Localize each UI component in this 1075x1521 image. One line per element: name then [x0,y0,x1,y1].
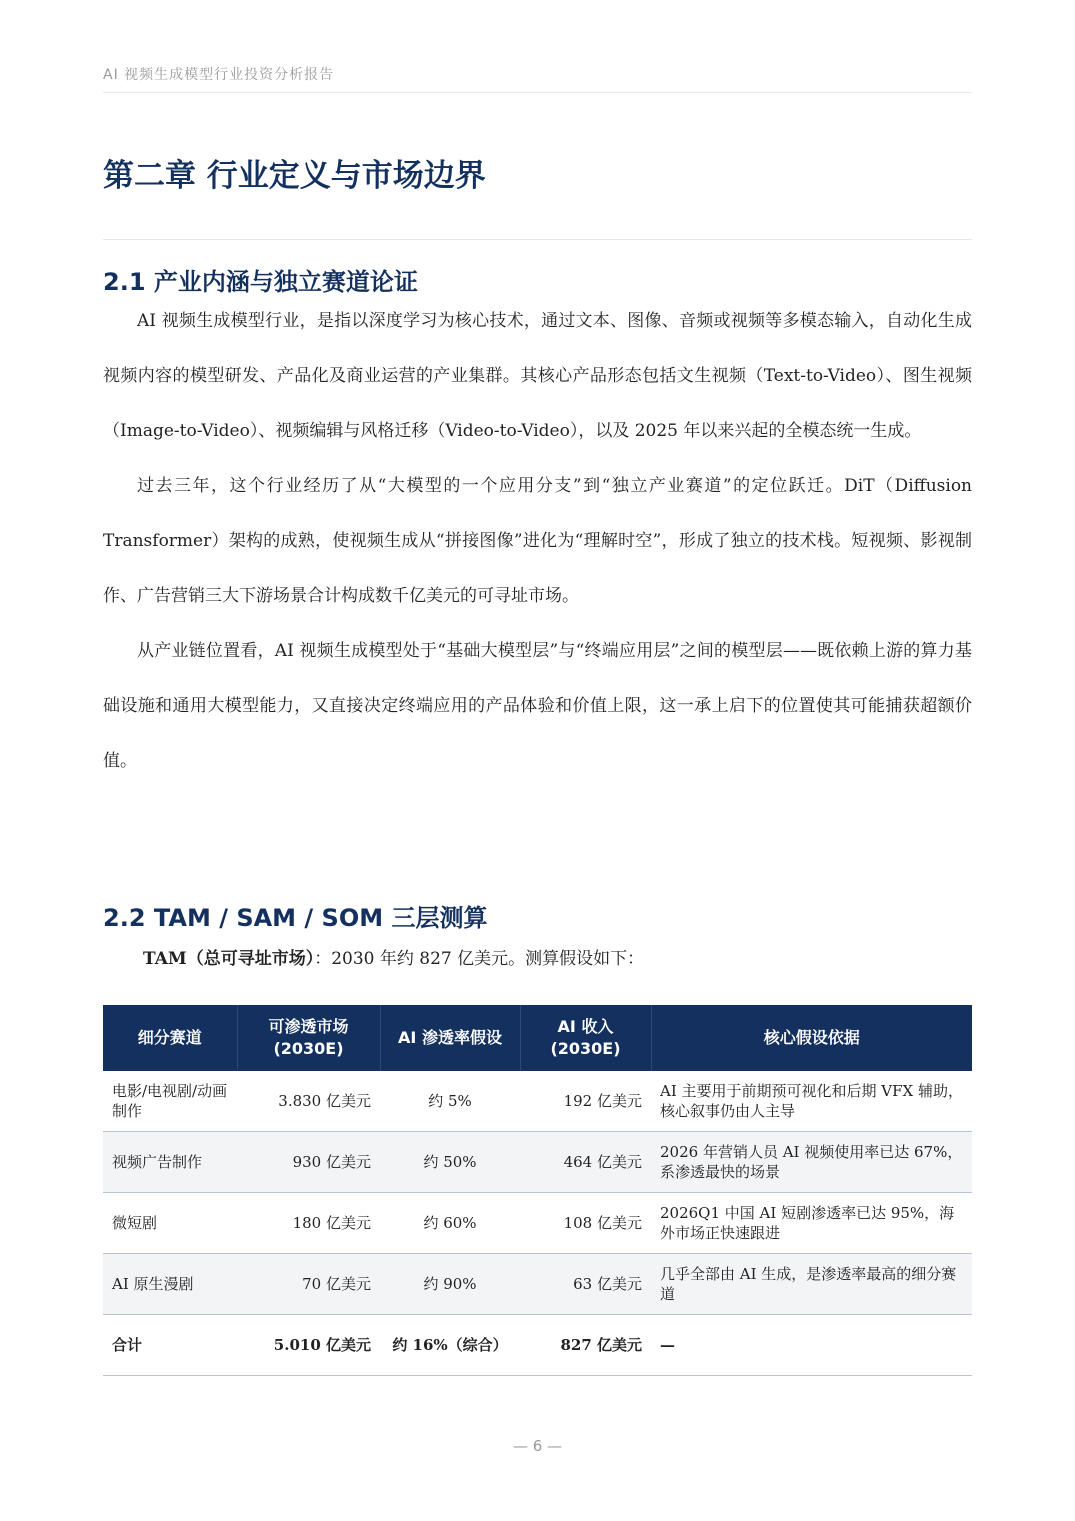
section-title-2-1: 2.1 产业内涵与独立赛道论证 [103,268,418,296]
tam-statement [143,944,644,969]
cell-basis: — [651,1315,972,1376]
cell-segment: 微短剧 [103,1193,237,1254]
tam-text: ：2030 年约 827 亿美元。测算假设如下： [314,949,645,969]
tam-table [103,1005,972,1376]
paragraph: 从产业链位置看，AI 视频生成模型处于“基础大模型层”与“终端应用层”之间的模型层——既依赖上游的算力基础设施和通用大模型能力，又直接决定终端应用的产品体验和价值上限，这一承上启下的位置使其可能捕获超额价值。 [103,641,972,771]
tam-label: TAM（总可寻址市场） [143,949,315,969]
cell-segment: 电影/电视剧/动画制作 [103,1071,237,1132]
table-row [103,1193,972,1254]
table-row [103,1071,972,1132]
table-total-row [103,1315,972,1376]
cell-rate: 约 60% [380,1193,520,1254]
cell-revenue: 464 亿美元 [520,1132,651,1193]
cell-segment: 视频广告制作 [103,1132,237,1193]
cell-rate: 约 16%（综合） [380,1315,520,1376]
cell-rate: 约 90% [380,1254,520,1315]
col-header-rate: AI 渗透率假设 [380,1005,520,1071]
cell-segment: AI 原生漫剧 [103,1254,237,1315]
section-title-2-2: 2.2 TAM / SAM / SOM 三层测算 [103,904,488,932]
col-header-basis: 核心假设依据 [651,1005,972,1071]
cell-rate: 约 5% [380,1071,520,1132]
cell-segment: 合计 [103,1315,237,1376]
page-number: — 6 — [512,1437,563,1455]
table-row [103,1254,972,1315]
paragraph: AI 视频生成模型行业，是指以深度学习为核心技术，通过文本、图像、音频或视频等多模态输入，自动化生成视频内容的模型研发、产品化及商业运营的产业集群。其核心产品形态包括文生视频（Text-to-Video）、图生视频（Image-to-Video）、视频编辑与风格迁移（Video-to-Video），以及 2025 年以来兴起的全模态统一生成。 [103,311,972,441]
section-2-1-body [103,294,972,789]
table-header-row [103,1005,972,1071]
cell-basis: 2026Q1 中国 AI 短剧渗透率已达 95%，海外市场正快速跟进 [651,1193,972,1254]
cell-basis: 2026 年营销人员 AI 视频使用率已达 67%，系渗透最快的场景 [651,1132,972,1193]
table-row [103,1132,972,1193]
cell-market: 70 亿美元 [237,1254,380,1315]
header-divider [103,92,972,93]
cell-market: 930 亿美元 [237,1132,380,1193]
cell-market: 180 亿美元 [237,1193,380,1254]
paragraph: 过去三年，这个行业经历了从“大模型的一个应用分支”到“独立产业赛道”的定位跃迁。DiT（Diffusion Transformer）架构的成熟，使视频生成从“拼接图像”进化为“理解时空”，形成了独立的技术栈。短视频、影视制作、广告营销三大下游场景合计构成数千亿美元的可寻址市场。 [103,476,972,606]
cell-basis: 几乎全部由 AI 生成，是渗透率最高的细分赛道 [651,1254,972,1315]
chapter-title: 第二章 行业定义与市场边界 [103,158,486,194]
col-header-revenue-text: AI 收入 (2030E) [550,1017,621,1058]
col-header-revenue [520,1005,651,1071]
col-header-market-text: 可渗透市场 (2030E) [268,1017,349,1058]
running-header: AI 视频生成模型行业投资分析报告 [103,67,335,83]
cell-revenue: 192 亿美元 [520,1071,651,1132]
cell-rate: 约 50% [380,1132,520,1193]
cell-revenue: 63 亿美元 [520,1254,651,1315]
chapter-divider [103,239,972,240]
cell-basis: AI 主要用于前期预可视化和后期 VFX 辅助，核心叙事仍由人主导 [651,1071,972,1132]
cell-revenue: 108 亿美元 [520,1193,651,1254]
cell-market: 3.830 亿美元 [237,1071,380,1132]
cell-revenue: 827 亿美元 [520,1315,651,1376]
col-header-market [237,1005,380,1071]
cell-market: 5.010 亿美元 [237,1315,380,1376]
col-header-segment: 细分赛道 [103,1005,237,1071]
